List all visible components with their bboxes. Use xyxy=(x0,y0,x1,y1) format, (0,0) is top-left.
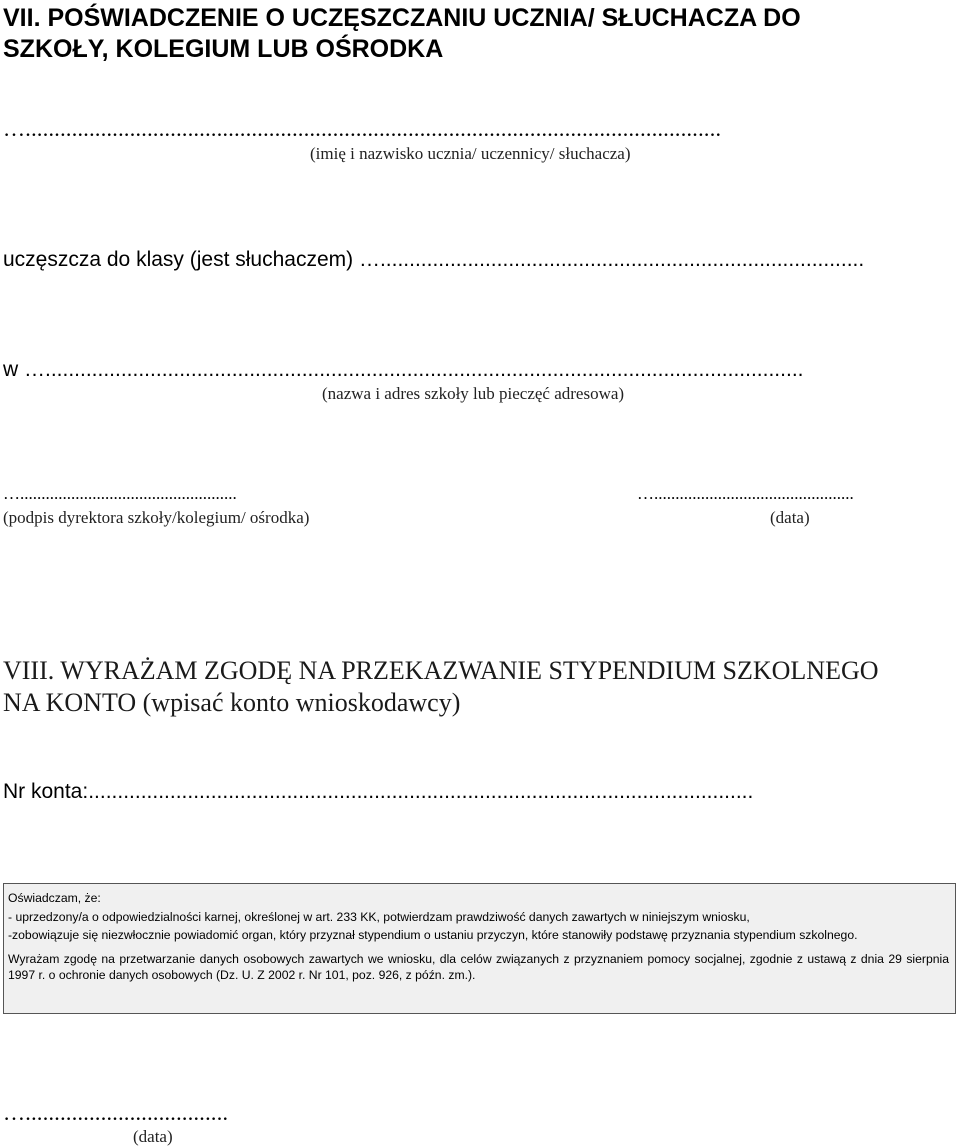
declaration-intro: Oświadczam, że: xyxy=(8,891,101,905)
director-signature-field[interactable]: …................................................... xyxy=(3,484,237,503)
declaration-box xyxy=(3,883,956,1014)
section8-title-line1: VIII. WYRAŻAM ZGODĘ NA PRZEKAZWANIE STYPENDIUM SZKOLNEGO xyxy=(3,656,879,685)
date-caption: (data) xyxy=(770,508,810,527)
section7-title-line1: VII. POŚWIADCZENIE O UCZĘSZCZANIU UCZNIA/ SŁUCHACZA DO xyxy=(3,4,801,32)
school-address-line[interactable]: w ….................................................................................................................................. xyxy=(3,358,804,381)
footer-date-caption: (data) xyxy=(133,1127,173,1146)
footer-date-field[interactable]: …................................... xyxy=(3,1100,229,1125)
consent-text: Wyrażam zgodę na przetwarzanie danych osobowych zawartych we wniosku, dla celów związanych z przyznaniem pomocy socjalnej, zgodnie z ustawą z dnia 29 sierpnia 1997 r. o ochronie danych osobowych (Dz. U. Z 2002 r. Nr 101, poz. 926, z późn. zm.). xyxy=(8,952,949,982)
section7-title-line2: SZKOŁY, KOLEGIUM LUB OŚRODKA xyxy=(3,35,444,63)
student-name-field[interactable]: …........................................................................................................................ xyxy=(3,116,722,141)
declaration-line1: - uprzedzony/a o odpowiedzialności karnej, określonej w art. 233 KK, potwierdzam prawdziwość danych zawartych w niniejszym wniosku, xyxy=(8,910,750,924)
account-number-field[interactable]: Nr konta:.................................................................................................................. xyxy=(3,780,754,803)
class-attendance-line[interactable]: uczęszcza do klasy (jest słuchaczem) …................................................................................... xyxy=(3,248,865,271)
date-signature-field[interactable]: …............................................... xyxy=(637,484,854,503)
declaration-line2: -zobowiązuje się niezwłocznie powiadomić organ, który przyznał stypendium o ustaniu przyczyn, które stanowiły podstawę przyznania stypendium szkolnego. xyxy=(8,928,858,942)
student-name-caption: (imię i nazwisko ucznia/ uczennicy/ słuchacza) xyxy=(310,144,631,163)
section8-title-line2: NA KONTO (wpisać konto wnioskodawcy) xyxy=(3,688,461,717)
director-signature-caption: (podpis dyrektora szkoły/kolegium/ ośrodka) xyxy=(3,508,310,527)
school-address-caption: (nazwa i adres szkoły lub pieczęć adresowa) xyxy=(322,384,625,403)
